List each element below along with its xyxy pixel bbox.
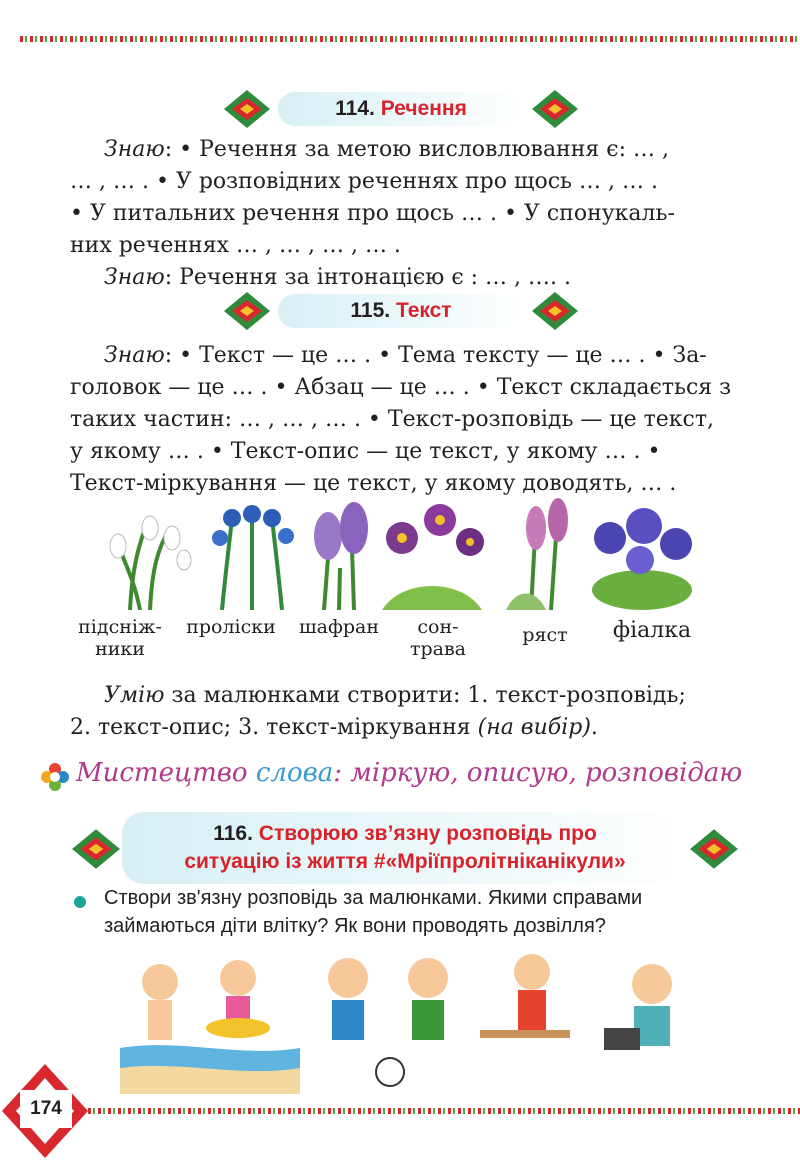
p114-line3: • У питальних речення про щось … . • У спонукаль- bbox=[70, 201, 675, 226]
p114-line4: них реченнях … , … , … , … . bbox=[70, 233, 401, 258]
paragraph-115 bbox=[70, 340, 734, 500]
page-number: 174 bbox=[20, 1090, 72, 1128]
p115-line1: : • Текст — це … . • Тема тексту — це … . • За- bbox=[164, 343, 707, 368]
umiyu-line1: за малюнками створити: 1. текст-розповідь; bbox=[164, 683, 686, 708]
p114-line2: … , … . • У розповідних реченнях про щось … , … . bbox=[70, 169, 658, 194]
embroidery-ornament-right-icon bbox=[530, 290, 580, 332]
corydalis-flower-icon bbox=[496, 498, 596, 610]
p115-line5: Текст-міркування — це текст, у якому доводять, … . bbox=[70, 471, 677, 496]
p115-line3: таких частин: … , … , … . • Текст-розповідь — це текст, bbox=[70, 407, 715, 432]
znayu-label: Знаю bbox=[104, 137, 165, 162]
label-line: ники bbox=[95, 638, 145, 660]
label-line: фіалка bbox=[612, 618, 692, 643]
embroidery-ornament-left-icon bbox=[222, 290, 272, 332]
znayu-label: Знаю bbox=[104, 265, 165, 290]
p115-line2: головок — це … . • Абзац — це … . • Текст складається з bbox=[70, 375, 732, 400]
scilla-flower-icon bbox=[202, 498, 302, 610]
section-title: Створюю зв’язну розповідь про bbox=[258, 822, 597, 845]
label-line: підсніж- bbox=[78, 616, 162, 638]
flower-label-snowdrops bbox=[72, 616, 168, 660]
art-title-part1: Мистецтво bbox=[76, 758, 256, 788]
heading-116-line1 bbox=[70, 820, 740, 848]
heading-115-title bbox=[278, 294, 524, 328]
label-line: сон- bbox=[417, 616, 459, 638]
label-line: ряст bbox=[522, 624, 568, 646]
pasqueflower-icon bbox=[372, 498, 492, 610]
flower-label-crocus bbox=[294, 616, 384, 638]
art-title-part2: слова bbox=[255, 758, 334, 788]
paragraph-114 bbox=[70, 134, 734, 294]
paragraph-umiyu bbox=[70, 680, 734, 744]
znayu-label: Знаю bbox=[104, 343, 165, 368]
section-number: 115. bbox=[350, 299, 391, 322]
bullet-icon bbox=[74, 896, 86, 908]
embroidery-ornament-right-icon bbox=[530, 88, 580, 130]
p115-line4: у якому … . • Текст-опис — це текст, у якому … . • bbox=[70, 439, 661, 464]
section-number: 116. bbox=[213, 822, 253, 845]
label-line: проліски bbox=[186, 616, 276, 638]
umiyu-choice: (на вибір) bbox=[477, 715, 591, 740]
umiyu-end: . bbox=[590, 715, 598, 740]
umiyu-line2: 2. текст-опис; 3. текст-міркування bbox=[70, 715, 478, 740]
kids-summer-illustration bbox=[120, 948, 700, 1094]
section-title: Речення bbox=[380, 97, 467, 120]
flowers-illustration-row bbox=[72, 498, 732, 670]
p114-line1: : • Речення за метою висловлювання є: … , bbox=[164, 137, 669, 162]
top-ornament-border bbox=[20, 36, 800, 42]
flower-label-scilla bbox=[176, 616, 286, 638]
snowdrop-flower-icon bbox=[100, 498, 200, 610]
label-line: шафран bbox=[298, 616, 380, 638]
flower-bullet-icon bbox=[40, 762, 70, 792]
p114-line5: : Речення за інтонацією є : … , …. . bbox=[164, 265, 572, 290]
heading-115 bbox=[0, 290, 800, 330]
label-line: трава bbox=[409, 638, 467, 660]
art-title-part3: : міркую, описую, розповідаю bbox=[333, 758, 743, 788]
task-text: Створи зв'язну розповідь за малюнками. Якими справами займаються діти влітку? Як вони проводять дозвілля? bbox=[104, 887, 643, 937]
violet-flower-icon bbox=[582, 498, 702, 610]
flower-label-corydalis bbox=[500, 624, 590, 646]
heading-114-title bbox=[278, 92, 524, 126]
section-title: Текст bbox=[395, 299, 452, 322]
section-number: 114. bbox=[335, 97, 375, 120]
heading-116-line2: ситуацію із життя #«Мріїпролітніканікули» bbox=[184, 850, 626, 873]
umiyu-label: Умію bbox=[104, 683, 165, 708]
heading-114 bbox=[0, 88, 800, 128]
embroidery-ornament-left-icon bbox=[222, 88, 272, 130]
heading-116 bbox=[70, 812, 740, 884]
flower-label-violet bbox=[592, 620, 712, 642]
bottom-ornament-border bbox=[88, 1108, 800, 1114]
art-of-word-title bbox=[40, 758, 800, 798]
flower-label-pasqueflower bbox=[396, 616, 480, 660]
